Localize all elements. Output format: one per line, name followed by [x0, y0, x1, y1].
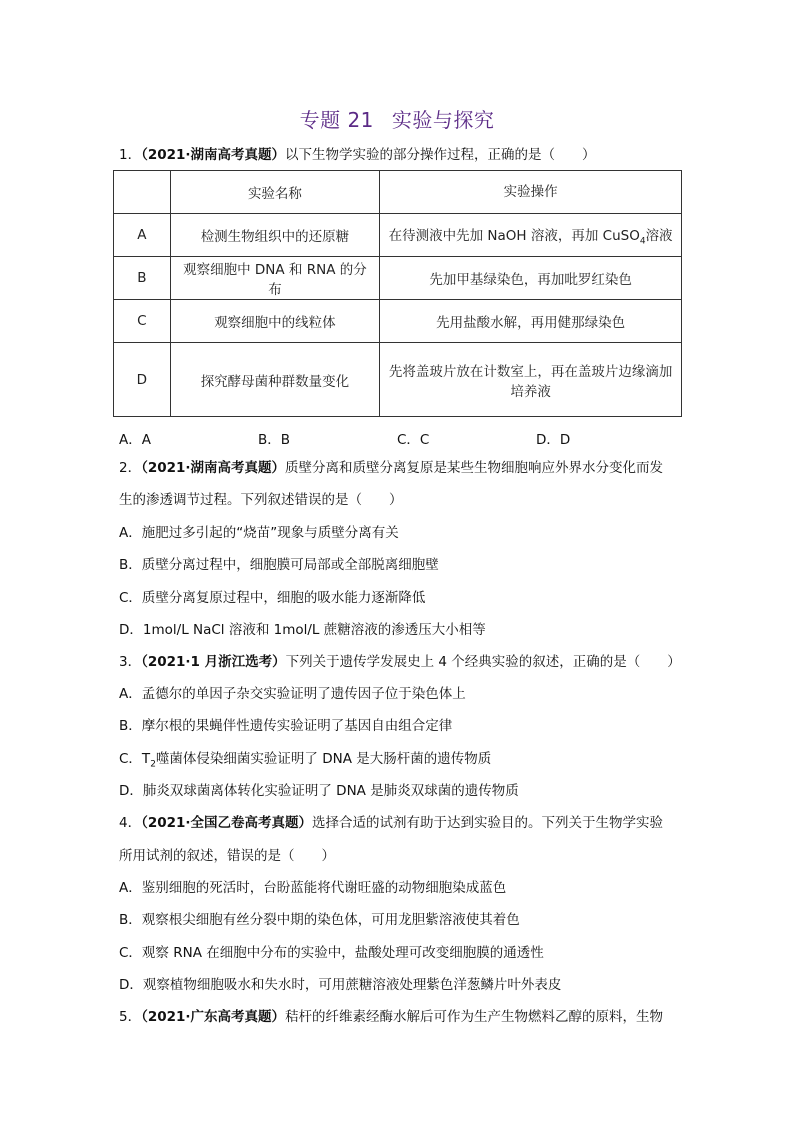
- question-text: 以下生物学实验的部分操作过程，正确的是（ ）: [285, 147, 596, 163]
- option-b[interactable]: B．B: [258, 432, 291, 448]
- option-a[interactable]: A．施肥过多引起的“烧苗”现象与质壁分离有关: [119, 525, 399, 541]
- question-number: 2．: [119, 460, 142, 476]
- row-letter: A: [114, 214, 171, 257]
- row-experiment-name: 检测生物组织中的还原糖: [170, 214, 380, 257]
- operation-text: 在待测液中先加 NaOH 溶液，再加 CuSO: [388, 227, 640, 244]
- question-number: 3．: [119, 654, 142, 670]
- option-c[interactable]: C．观察 RNA 在细胞中分布的实验中，盐酸处理可改变细胞膜的通透性: [119, 945, 544, 961]
- question-2-stem-cont: 生的渗透调节过程。下列叙述错误的是（ ）: [119, 492, 403, 508]
- table-header-blank: [114, 171, 171, 214]
- question-text: 下列关于遗传学发展史上 4 个经典实验的叙述，正确的是（ ）: [285, 654, 681, 670]
- option-c[interactable]: C．质壁分离复原过程中，细胞的吸水能力逐渐降低: [119, 590, 426, 606]
- option-c[interactable]: C．C: [397, 432, 430, 448]
- option-b[interactable]: B．摩尔根的果蝇伴性遗传实验证明了基因自由组合定律: [119, 718, 453, 734]
- option-d[interactable]: D．D: [536, 432, 571, 448]
- question-5-stem: [119, 1008, 679, 1026]
- table-header-operation: 实验操作: [380, 171, 682, 214]
- question-number: 4．: [119, 815, 142, 831]
- row-operation: [380, 214, 682, 257]
- table-row: [114, 343, 682, 417]
- option-d[interactable]: D．观察植物细胞吸水和失水时，可用蔗糖溶液处理紫色洋葱鳞片叶外表皮: [119, 977, 562, 993]
- row-letter: C: [114, 300, 171, 343]
- option-d[interactable]: D．肺炎双球菌离体转化实验证明了 DNA 是肺炎双球菌的遗传物质: [119, 783, 519, 799]
- question-source: （2021·1 月浙江选考）: [141, 654, 286, 670]
- option-a[interactable]: A．孟德尔的单因子杂交实验证明了遗传因子位于染色体上: [119, 686, 466, 702]
- question-text: 选择合适的试剂有助于达到实验目的。下列关于生物学实验: [312, 815, 664, 831]
- row-operation: 先用盐酸水解，再用健那绿染色: [380, 300, 682, 343]
- table-header-row: [114, 171, 682, 214]
- row-operation: 先加甲基绿染色，再加吡罗红染色: [380, 257, 682, 300]
- subscript: 4: [639, 236, 646, 247]
- question-4-stem-cont: 所用试剂的叙述，错误的是（ ）: [119, 848, 335, 864]
- subscript: 2: [150, 759, 156, 770]
- question-text: 质壁分离和质壁分离复原是某些生物细胞响应外界水分变化而发: [285, 460, 664, 476]
- option-a[interactable]: A．A: [119, 432, 151, 448]
- question-source: （2021·全国乙卷高考真题）: [141, 815, 313, 831]
- row-letter: B: [114, 257, 171, 300]
- row-experiment-name: 探究酵母菌种群数量变化: [170, 343, 380, 417]
- title-topic-number: 专题 21: [299, 108, 374, 132]
- question-source: （2021·湖南高考真题）: [141, 460, 286, 476]
- row-experiment-name: 观察细胞中的线粒体: [170, 300, 380, 343]
- experiment-table: [113, 170, 682, 417]
- table-row: [114, 257, 682, 300]
- option-d[interactable]: D．1mol/L NaCl 溶液和 1mol/L 蔗糖溶液的渗透压大小相等: [119, 622, 486, 638]
- table-row: [114, 214, 682, 257]
- option-b[interactable]: B．观察根尖细胞有丝分裂中期的染色体，可用龙胆紫溶液使其着色: [119, 912, 520, 928]
- question-2-stem: [119, 459, 679, 477]
- table-header-name: 实验名称: [170, 171, 380, 214]
- question-source: （2021·广东高考真题）: [141, 1009, 286, 1025]
- title-topic-name: 实验与探究: [391, 108, 495, 132]
- row-letter: D: [114, 343, 171, 417]
- option-b[interactable]: B．质壁分离过程中，细胞膜可局部或全部脱离细胞壁: [119, 557, 439, 573]
- option-text-end: 噬菌体侵染细菌实验证明了 DNA 是大肠杆菌的遗传物质: [155, 751, 492, 767]
- option-c[interactable]: [119, 750, 679, 774]
- option-a[interactable]: A．鉴别细胞的死活时，台盼蓝能将代谢旺盛的动物细胞染成蓝色: [119, 880, 507, 896]
- question-3-stem: [119, 653, 679, 671]
- row-operation: 先将盖玻片放在计数室上，再在盖玻片边缘滴加培养液: [380, 343, 682, 417]
- operation-text-end: 溶液: [645, 227, 673, 244]
- question-source: （2021·湖南高考真题）: [141, 147, 286, 163]
- question-number: 1．: [119, 147, 142, 163]
- question-1-stem: [119, 146, 679, 164]
- question-number: 5．: [119, 1009, 142, 1025]
- table-row: [114, 300, 682, 343]
- page-title: [0, 104, 794, 133]
- question-4-stem: [119, 814, 679, 832]
- row-experiment-name: 观察细胞中 DNA 和 RNA 的分布: [170, 257, 380, 300]
- question-text: 秸杆的纤维素经酶水解后可作为生产生物燃料乙醇的原料，生物: [285, 1009, 664, 1025]
- option-text: C．T: [119, 751, 151, 767]
